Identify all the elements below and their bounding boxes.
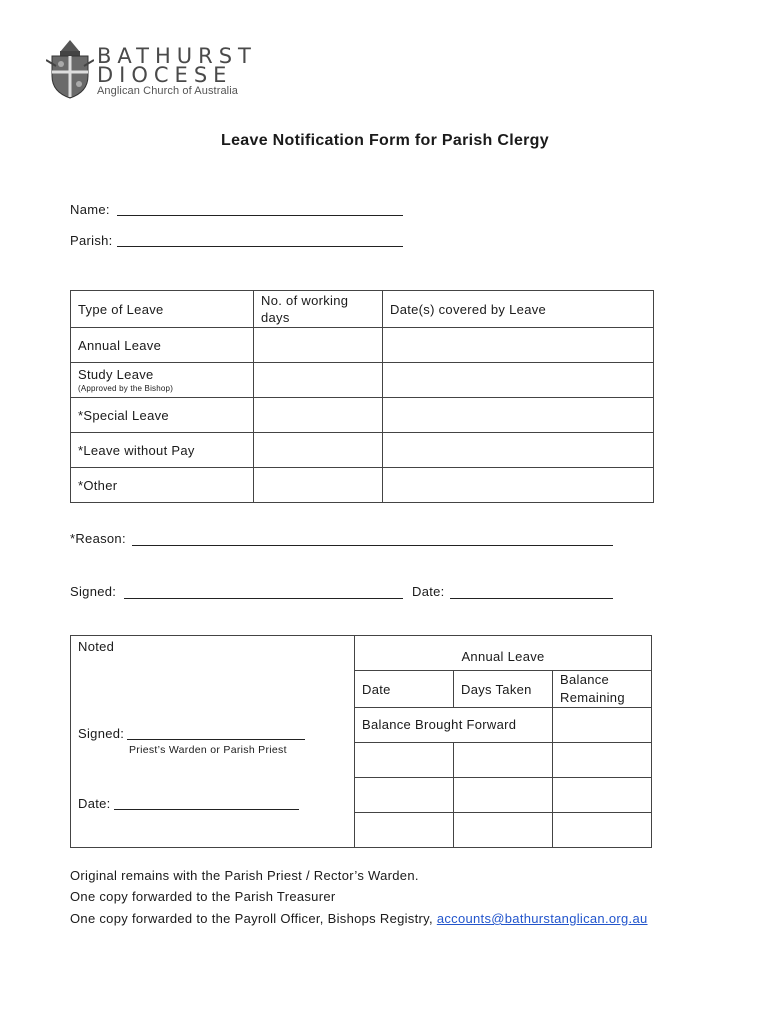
days-taken-cell[interactable] [454,813,553,848]
header-type-of-leave: Type of Leave [71,291,254,328]
dates-cell[interactable] [383,398,654,433]
leave-type-other: *Other [71,468,254,503]
footer-line-1: Original remains with the Parish Priest / Rector’s Warden. [70,868,419,883]
table-row [71,363,654,398]
date-cell[interactable] [355,813,454,848]
table-row [355,743,652,778]
reason-input[interactable] [132,545,613,546]
days-cell[interactable] [254,468,383,503]
leave-type-without-pay: *Leave without Pay [71,433,254,468]
footer-line-3 [70,911,648,926]
balance-forward-cell[interactable] [553,708,652,743]
noted-date-label: Date: [78,796,111,811]
days-cell[interactable] [254,433,383,468]
days-taken-cell[interactable] [454,778,553,813]
table-row [355,813,652,848]
name-input[interactable] [117,215,403,216]
noted-date-input[interactable] [114,809,299,810]
noted-signed-label: Signed: [78,726,125,741]
header-working-days: No. of working days [254,291,383,328]
leave-type-special: *Special Leave [71,398,254,433]
form-title: Leave Notification Form for Parish Clergy [221,132,549,149]
annual-col-days-taken: Days Taken [454,671,553,708]
accounts-email-link[interactable]: accounts@bathurstanglican.org.au [436,911,648,926]
date-cell[interactable] [355,743,454,778]
annual-leave-title-row [355,636,652,671]
leave-table [70,290,654,503]
leave-type-study [71,363,254,398]
noted-box [70,635,355,848]
header-dates-covered: Date(s) covered by Leave [383,291,654,328]
logo-line-1: BATHURST [97,44,257,68]
table-row [71,468,654,503]
table-row [71,398,654,433]
study-approval-note: (Approved by the Bishop) [78,384,174,393]
balance-cell[interactable] [553,743,652,778]
diocese-crest-icon [46,38,94,100]
days-cell[interactable] [254,328,383,363]
dates-cell[interactable] [383,363,654,398]
noted-label: Noted [78,639,115,654]
date-label: Date: [412,584,445,599]
date-cell[interactable] [355,778,454,813]
reason-label: *Reason: [70,531,126,546]
annual-leave-title: Annual Leave [355,636,652,671]
noted-signed-input[interactable] [127,739,305,740]
dates-cell[interactable] [383,468,654,503]
annual-leave-table [354,635,652,848]
days-cell[interactable] [254,363,383,398]
days-taken-cell[interactable] [454,743,553,778]
balance-cell[interactable] [553,778,652,813]
table-row [355,708,652,743]
leave-table-header [71,291,654,328]
signed-input[interactable] [124,598,403,599]
dates-cell[interactable] [383,328,654,363]
leave-type-annual: Annual Leave [71,328,254,363]
logo-tagline: Anglican Church of Australia [97,85,238,97]
annual-col-date: Date [355,671,454,708]
balance-brought-forward: Balance Brought Forward [355,708,553,743]
annual-leave-header [355,671,652,708]
days-cell[interactable] [254,398,383,433]
leave-type-study-label: Study Leave [78,367,154,382]
date-input[interactable] [450,598,613,599]
table-row [71,328,654,363]
logo-line-2: DIOCESE [97,63,233,87]
noted-signer-caption: Priest’s Warden or Parish Priest [129,744,287,756]
footer-line-3-text: One copy forwarded to the Payroll Officer, Bishops Registry, [70,911,433,926]
parish-label: Parish: [70,233,113,248]
table-row [71,433,654,468]
annual-col-balance: Balance Remaining [553,671,652,708]
table-row [355,778,652,813]
parish-input[interactable] [117,246,403,247]
footer-line-2: One copy forwarded to the Parish Treasurer [70,889,336,904]
signed-label: Signed: [70,584,117,599]
name-label: Name: [70,202,110,217]
dates-cell[interactable] [383,433,654,468]
balance-cell[interactable] [553,813,652,848]
